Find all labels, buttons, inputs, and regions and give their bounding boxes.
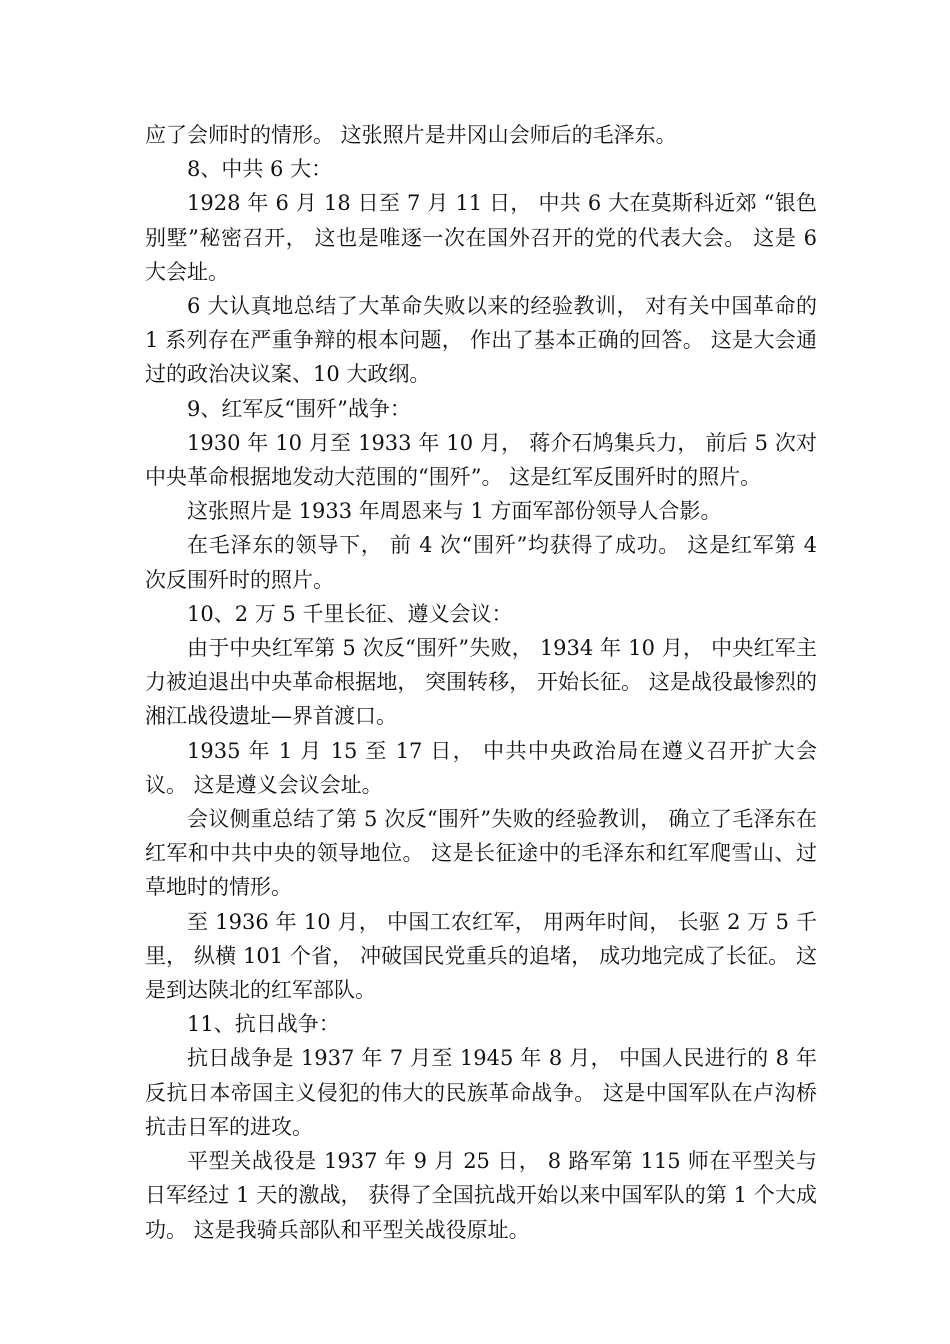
paragraph: 抗日战争是 1937 年 7 月至 1945 年 8 月， 中国人民进行的 8 年反抗日本帝国主义侵犯的伟大的民族革命战争。 这是中国军队在卢沟桥抗击日军的进攻。 <box>145 1046 817 1139</box>
paragraph: 这张照片是 1933 年周恩来与 1 方面军部份领导人合影。 <box>187 499 722 524</box>
section-heading-10: 10、2 万 5 千里长征、遵义会议： <box>187 601 513 626</box>
paragraph-continuation: 应了会师时的情形。 这张照片是井冈山会师后的毛泽东。 <box>145 123 677 147</box>
paragraph: 1928 年 6 月 18 日至 7 月 11 日， 中共 6 大在莫斯科近郊 “银色别墅”秘密召开， 这也是唯逐一次在国外召开的党的代表大会。 这是 6 大会址。 <box>145 191 817 284</box>
paragraph: 至 1936 年 10 月， 中国工农红军， 用两年时间， 长驱 2 万 5 千里， 纵横 101 个省， 冲破国民党重兵的追堵， 成功地完成了长征。 这是到达陕北的红军部队。 <box>145 909 817 1003</box>
section-heading-8: 8、中共 6 大： <box>187 157 333 182</box>
paragraph: 由于中央红军第 5 次反“围歼”失败， 1934 年 10 月， 中央红军主力被迫退出中央革命根据地， 突围转移， 开始长征。 这是战役最惨烈的湘江战役遗址—界首渡口。 <box>145 636 817 729</box>
paragraph: 1935 年 1 月 15 至 17 日， 中共中央政治局在遵义召开扩大会议。 这是遵义会议会址。 <box>145 738 817 797</box>
paragraph: 6 大认真地总结了大革命失败以来的经验教训， 对有关中国革命的 1 系列存在严重争辩的根本问题， 作出了基本正确的回答。 这是大会通过的政治决议案、10 大政纲。 <box>145 294 817 387</box>
section-heading-9: 9、红军反“围歼”战争： <box>187 396 411 421</box>
paragraph: 平型关战役是 1937 年 9 月 25 日， 8 路军第 115 师在平型关与日军经过 1 天的激战， 获得了全国抗战开始以来中国军队的第 1 个大成功。 这是我骑兵部队和平型关战役原址。 <box>145 1149 817 1242</box>
paragraph: 会议侧重总结了第 5 次反“围歼”失败的经验教训， 确立了毛泽东在红军和中共中央的领导地位。 这是长征途中的毛泽东和红军爬雪山、过草地时的情形。 <box>145 807 817 900</box>
paragraph: 1930 年 10 月至 1933 年 10 月， 蒋介石鸠集兵力， 前后 5 次对中央革命根据地发动大范围的“围歼”。 这是红军反围歼时的照片。 <box>145 430 817 490</box>
document-body <box>145 118 817 1247</box>
paragraph: 在毛泽东的领导下， 前 4 次“围歼”均获得了成功。 这是红军第 4 次反围歼时的照片。 <box>145 533 817 592</box>
section-heading-11: 11、抗日战争： <box>187 1012 340 1037</box>
